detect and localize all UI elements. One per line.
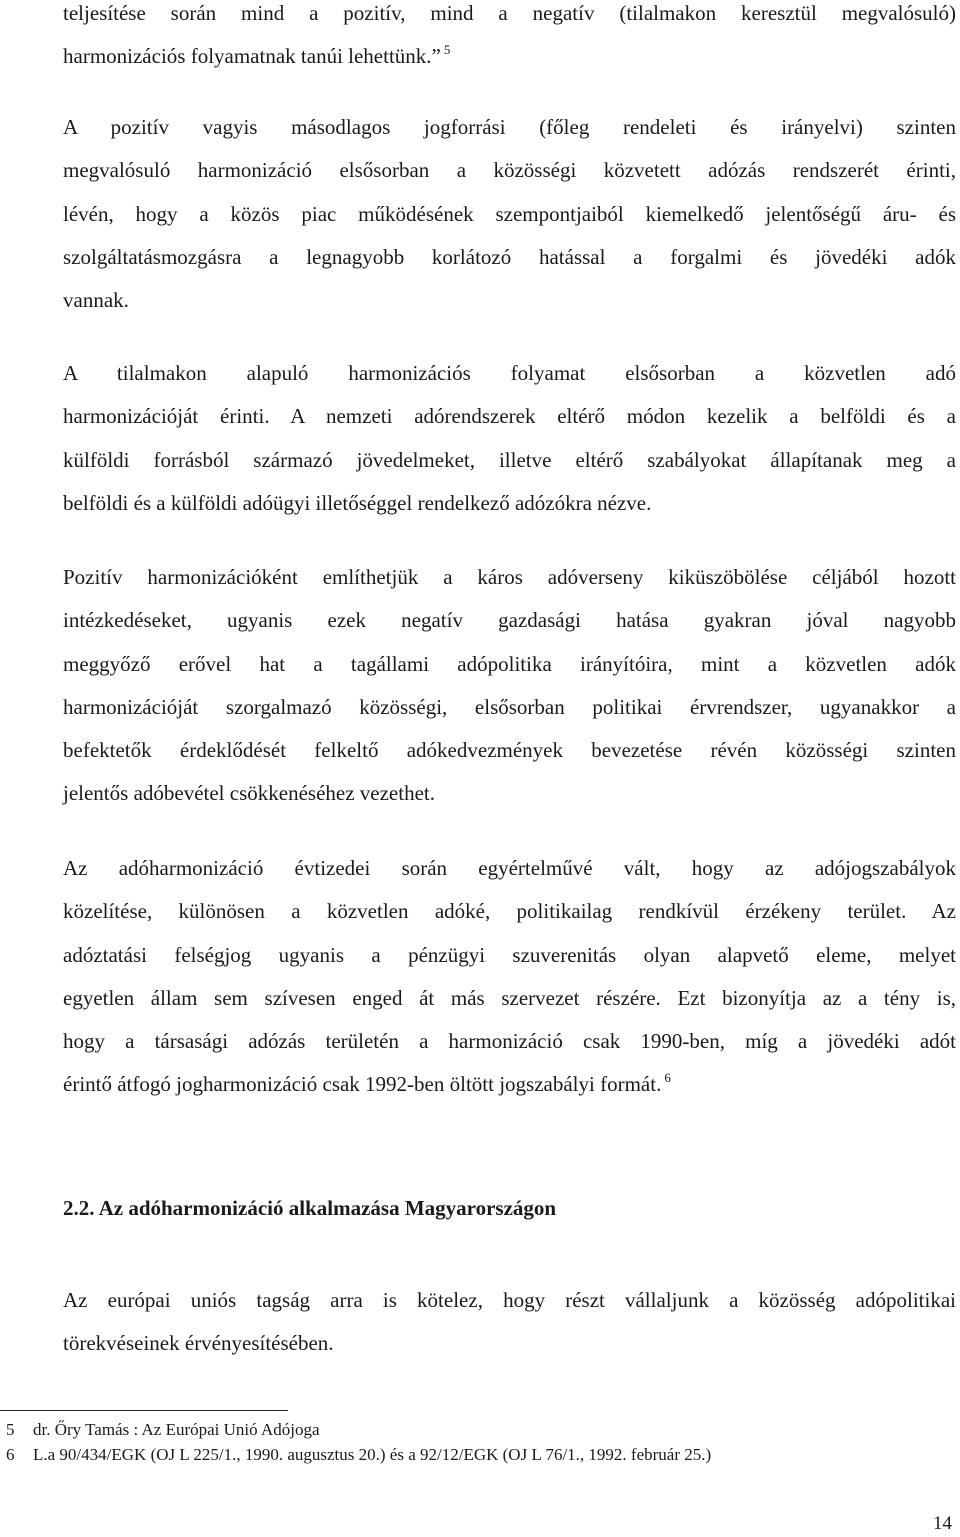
text-line: A tilalmakon alapuló harmonizációs folyamat elsősorban a közvetlen adó <box>63 361 956 385</box>
section-heading: 2.2. Az adóharmonizáció alkalmazása Magyarországon <box>63 1196 557 1220</box>
paragraph-positive-harmonization <box>63 106 956 322</box>
text-line: jelentős adóbevétel csökkenéséhez vezethet. <box>63 781 435 806</box>
text-line: A pozitív vagyis másodlagos jogforrási (főleg rendeleti és irányelvi) szinten <box>63 115 956 139</box>
text-line: érintő átfogó jogharmonizáció csak 1992-ben öltött jogszabályi formát. $^6$ <box>63 1070 671 1097</box>
footnote-5 <box>6 1419 320 1441</box>
text-line: Pozitív harmonizációként említhetjük a káros adóverseny kiküszöbölése céljából hozott <box>63 565 956 589</box>
footnote-number: 6 <box>6 1445 15 1464</box>
footnote-number: 5 <box>6 1420 15 1439</box>
text-line: teljesítése során mind a pozitív, mind a negatív (tilalmakon keresztül megvalósuló) <box>63 1 956 25</box>
footnote-text: dr. Őry Tamás : Az Európai Unió Adójoga <box>33 1420 320 1439</box>
text-line: harmonizációját szorgalmazó közösségi, elsősorban politikai érvrendszer, ugyanakkor a <box>63 694 956 719</box>
footnote-ref-5[interactable]: 5 <box>443 42 451 58</box>
paragraph-eu-membership <box>63 1279 956 1366</box>
footnote-6 <box>6 1444 711 1466</box>
paragraph-tax-competition <box>63 556 956 816</box>
text-line: külföldi forrásból származó jövedelmeket, illetve eltérő szabályokat állapítanak meg a <box>63 447 956 472</box>
text-line: hogy a társasági adózás területén a harmonizáció csak 1990-ben, míg a jövedéki adót <box>63 1029 956 1054</box>
text-line: egyetlen állam sem szívesen enged át más szervezet részére. Ezt bizonyítja az a tény is, <box>63 985 956 1010</box>
page-number: 14 <box>933 1513 952 1534</box>
text-line: meggyőző erővel hat a tagállami adópolitika irányítóira, mint a közvetlen adók <box>63 651 956 676</box>
text-line: harmonizációs folyamatnak tanúi lehettünk.” $^5$ <box>63 42 451 69</box>
text-line: lévén, hogy a közös piac működésének szempontjaiból kiemelkedő jelentőségű áru- és <box>63 201 956 226</box>
text-line: harmonizációját érinti. A nemzeti adórendszerek eltérő módon kezelik a belföldi és a <box>63 404 956 429</box>
paragraph-continuation <box>63 0 956 79</box>
text-line: adóztatási felségjog ugyanis a pénzügyi szuverenitás olyan alapvető eleme, melyet <box>63 942 956 967</box>
footnote-divider <box>0 1410 288 1411</box>
paragraph-prohibition-harmonization <box>63 352 956 525</box>
text-line: szolgáltatásmozgásra a legnagyobb korlátozó hatással a forgalmi és jövedéki adók <box>63 244 956 269</box>
text-line: Az adóharmonizáció évtizedei során egyértelművé vált, hogy az adójogszabályok <box>63 856 956 880</box>
text-line: belföldi és a külföldi adóügyi illetőséggel rendelkező adózókra nézve. <box>63 490 652 515</box>
text-line: befektetők érdeklődését felkeltő adókedvezmények bevezetése révén közösségi szinten <box>63 738 956 763</box>
text-line: Az európai uniós tagság arra is kötelez, hogy részt vállaljunk a közösség adópolitikai <box>63 1288 956 1312</box>
footnote-text: L.a 90/434/EGK (OJ L 225/1., 1990. augusztus 20.) és a 92/12/EGK (OJ L 76/1., 1992. február 25.) <box>33 1445 712 1464</box>
paragraph-decades-of-harmonization <box>63 847 956 1107</box>
text-line: törekvéseinek érvényesítésében. <box>63 1331 334 1356</box>
text-line: megvalósuló harmonizáció elsősorban a közösségi közvetett adózás rendszerét érinti, <box>63 158 956 183</box>
text-line: intézkedéseket, ugyanis ezek negatív gazdasági hatása gyakran jóval nagyobb <box>63 608 956 633</box>
text-line: vannak. <box>63 288 129 313</box>
text-line: közelítése, különösen a közvetlen adóké, politikailag rendkívül érzékeny terület. Az <box>63 899 956 924</box>
footnote-ref-6[interactable]: 6 <box>664 1070 671 1086</box>
